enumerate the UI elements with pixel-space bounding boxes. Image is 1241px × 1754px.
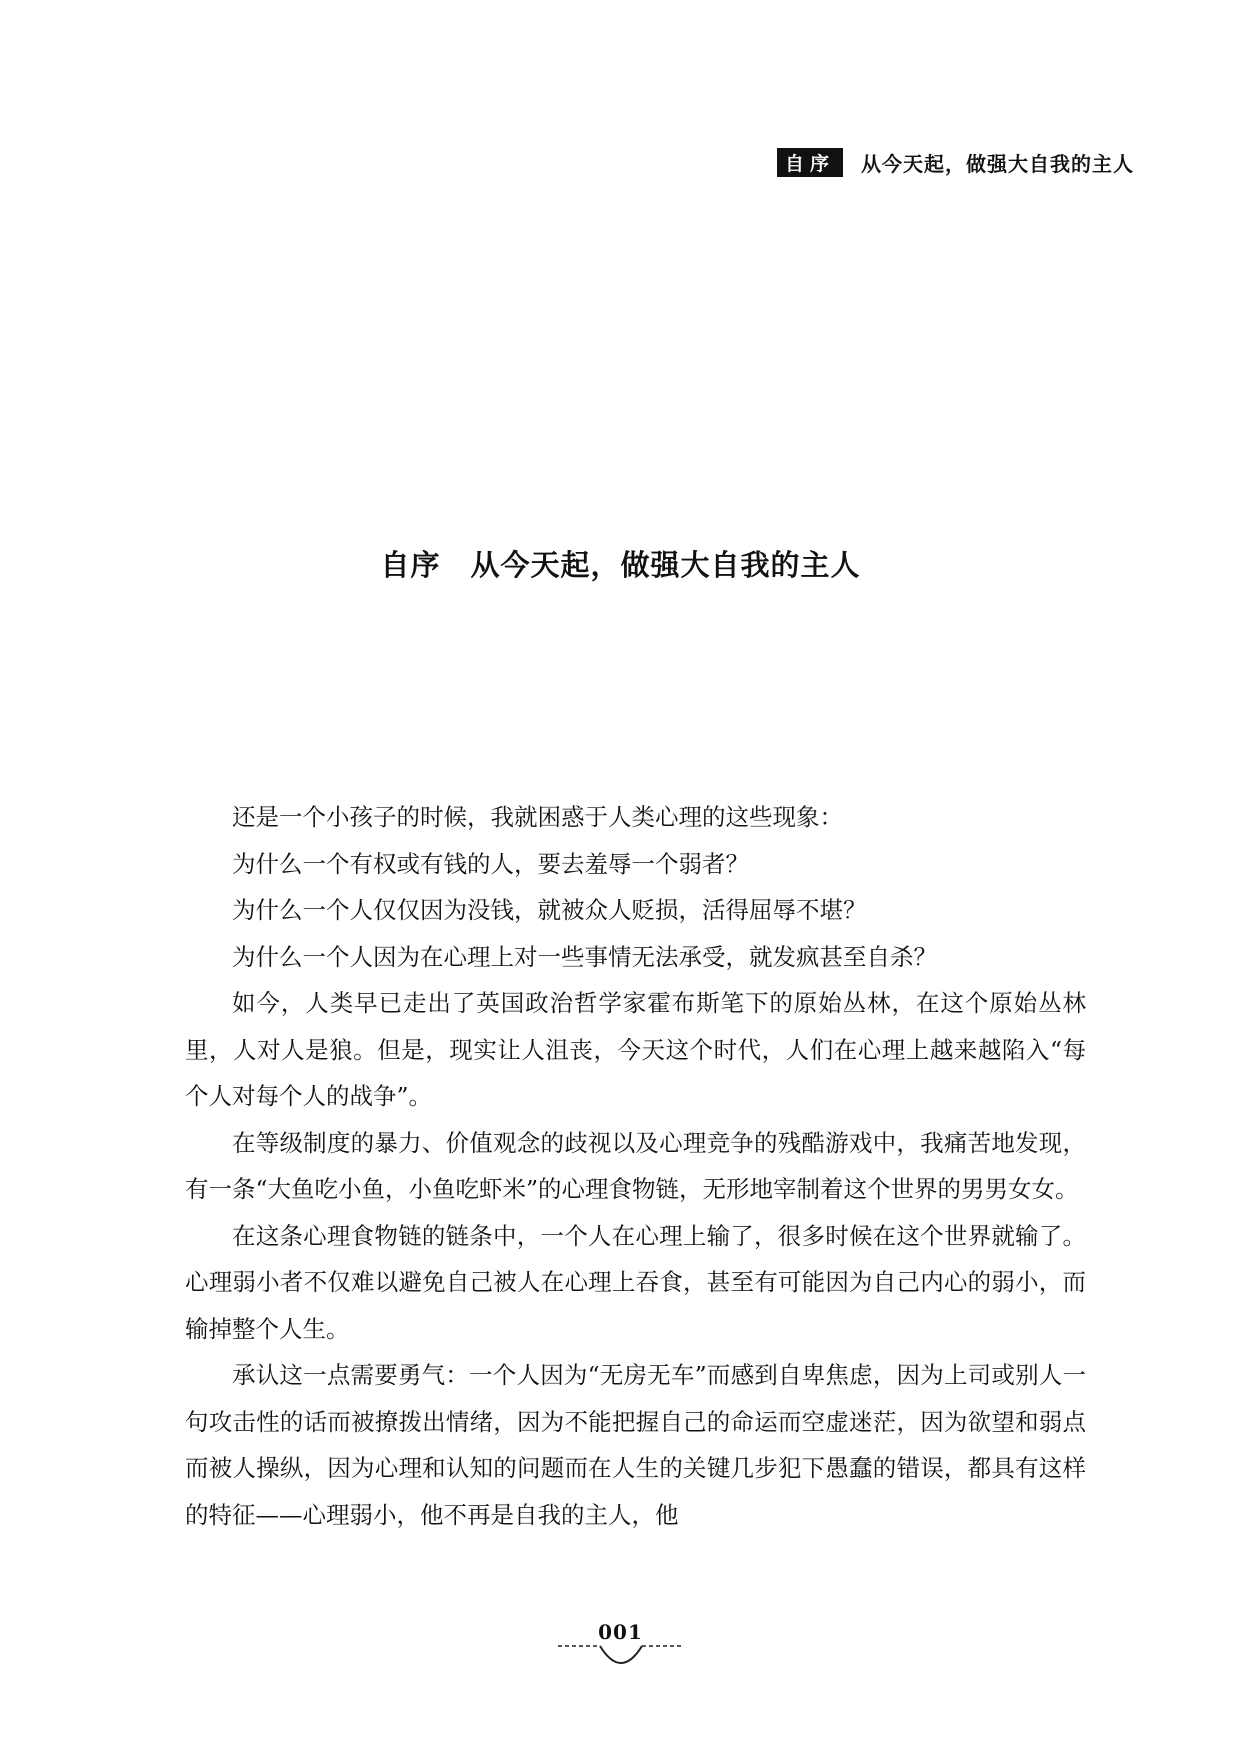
paragraph-3: 为什么一个人仅仅因为没钱，就被众人贬损，活得屈辱不堪？ [232, 896, 867, 924]
paragraph-2: 为什么一个有权或有钱的人，要去羞辱一个弱者？ [232, 849, 749, 878]
page-footer [0, 1620, 1241, 1670]
paragraph-6: 在等级制度的暴力、价值观念的歧视以及心理竞争的残酷游戏中，我痛苦地发现，有一条“大鱼吃小鱼，小鱼吃虾米”的心理食物链，无形地宰制着这个世界的男男女女。 [185, 1128, 1086, 1203]
paragraph-7: 在这条心理食物链的链条中，一个人在心理上输了，很多时候在这个世界就输了。心理弱小者不仅难以避免自己被人在心理上吞食，甚至有可能因为自己内心的弱小，而输掉整个人生。 [185, 1221, 1086, 1343]
paragraph-4: 为什么一个人因为在心理上对一些事情无法承受，就发疯甚至自杀？ [232, 942, 937, 971]
chapter-heading: 从今天起，做强大自我的主人 [470, 548, 861, 582]
chapter-label: 自序 [380, 548, 441, 582]
running-header-title: 从今天起，做强大自我的主人 [861, 152, 1134, 176]
paragraph-8: 承认这一点需要勇气：一个人因为“无房无车”而感到自卑焦虑，因为上司或别人一句攻击性的话而被撩拨出情绪，因为不能把握自己的命运而空虚迷茫，因为欲望和弱点而被人操纵，因为心理和认知的问题而在人生的关键几步犯下愚蠢的错误，都具有这样的特征——心理弱小，他不再是自我的主人，他 [185, 1361, 1086, 1529]
page-ornament-icon [556, 1640, 686, 1670]
paragraph-1: 还是一个小孩子的时候，我就困惑于人类心理的这些现象： [232, 803, 843, 831]
running-header [777, 148, 1134, 177]
paragraph-5: 如今，人类早已走出了英国政治哲学家霍布斯笔下的原始丛林，在这个原始丛林里，人对人是狼。但是，现实让人沮丧，今天这个时代，人们在心理上越来越陷入“每个人对每个人的战争”。 [185, 989, 1086, 1110]
running-header-tag: 自序 [777, 148, 843, 177]
page-number: 001 [598, 1620, 643, 1644]
body-text [185, 794, 1086, 1538]
chapter-title [0, 543, 1241, 584]
